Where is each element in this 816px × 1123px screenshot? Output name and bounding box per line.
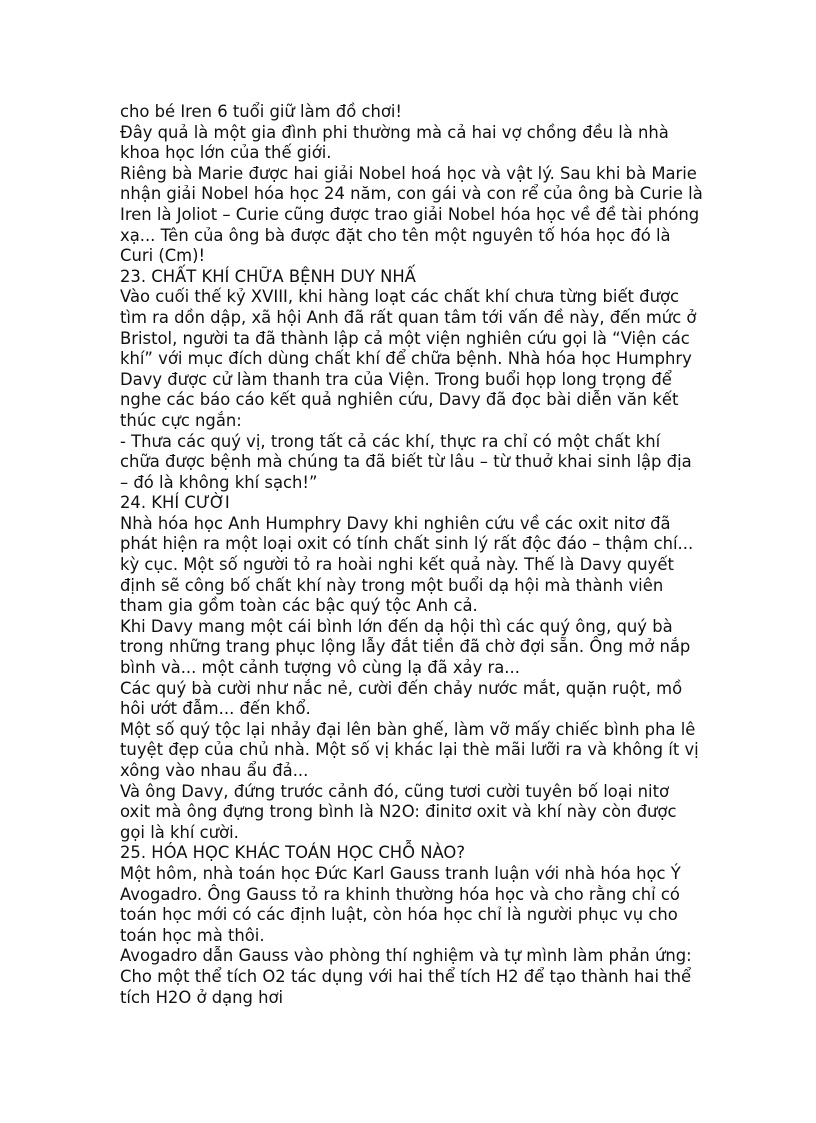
text-line: chữa được bệnh mà chúng ta đã biết từ lâu – từ thuở khai sinh lập địa — [120, 452, 692, 472]
text-line: khoa học lớn của thế giới. — [120, 143, 332, 163]
document-page — [120, 102, 710, 1008]
section-heading-23: 23. CHẤT KHÍ CHỮA BỆNH DUY NHẤ — [120, 266, 416, 286]
text-line: tuyệt đẹp của chủ nhà. Một số vị khác lại thè mãi lưỡi ra và không ít vị — [120, 740, 699, 760]
text-line: xông vào nhau ẩu đả... — [120, 761, 309, 780]
text-line: Các quý bà cười như nắc nẻ, cười đến chảy nước mắt, quặn ruột, mồ — [120, 678, 683, 698]
text-line: thúc cực ngắn: — [120, 410, 242, 430]
text-line: Và ông Davy, đứng trước cảnh đó, cũng tươi cười tuyên bố loại nitơ — [120, 781, 670, 801]
text-line: bình và... một cảnh tượng vô cùng lạ đã xảy ra... — [120, 658, 520, 678]
text-line: phát hiện ra một loại oxit có tính chất sinh lý rất độc đáo – thậm chí... — [120, 534, 694, 554]
text-line: trong những trang phục lộng lẫy đắt tiền đã chờ đợi sẵn. Ông mở nắp — [120, 637, 691, 657]
text-line: Khi Davy mang một cái bình lớn đến dạ hội thì các quý ông, quý bà — [120, 616, 673, 636]
text-line: Avogadro dẫn Gauss vào phòng thí nghiệm và tự mình làm phản ứng: — [120, 946, 692, 966]
text-line: Vào cuối thế kỷ XVIII, khi hàng loạt các chất khí chưa từng biết được — [120, 287, 680, 307]
text-line: oxit mà ông đựng trong bình là N2O: đinitơ oxit và khí này còn được — [120, 802, 677, 822]
text-line: Curi (Cm)! — [120, 246, 206, 266]
text-line: khí” với mục đích dùng chất khí để chữa bệnh. Nhà hóa học Humphry — [120, 349, 692, 369]
text-line: Bristol, người ta đã thành lập cả một viện nghiên cứu gọi là “Viện các — [120, 328, 690, 348]
text-line: - Thưa các quý vị, trong tất cả các khí, thực ra chỉ có một chất khí — [120, 431, 661, 451]
text-line: Avogadro. Ông Gauss tỏ ra khinh thường hóa học và cho rằng chỉ có — [120, 884, 680, 904]
text-line: Davy được cử làm thanh tra của Viện. Trong buổi họp long trọng để — [120, 369, 672, 389]
text-line: xạ... Tên của ông bà được đặt cho tên một nguyên tố hóa học đó là — [120, 225, 671, 245]
text-line: Một số quý tộc lại nhảy đại lên bàn ghế, làm vỡ mấy chiếc bình pha lê — [120, 719, 696, 739]
text-line: toán học mà thôi. — [120, 925, 265, 945]
text-line: toán học mới có các định luật, còn hóa học chỉ là người phục vụ cho — [120, 905, 678, 925]
text-line: kỳ cục. Một số người tỏ ra hoài nghi kết quả này. Thế là Davy quyết — [120, 555, 674, 575]
text-line: hôi ướt đẫm... đến khổ. — [120, 699, 311, 719]
text-line: định sẽ công bố chất khí này trong một buổi dạ hội mà thành viên — [120, 575, 664, 595]
text-line: Một hôm, nhà toán học Đức Karl Gauss tranh luận với nhà hóa học Ý — [120, 863, 681, 883]
text-line: – đó là không khí sạch!” — [120, 472, 318, 492]
text-line: nhận giải Nobel hóa học 24 năm, con gái và con rể của ông bà Curie là — [120, 184, 703, 204]
section-heading-25: 25. HÓA HỌC KHÁC TOÁN HỌC CHỖ NÀO? — [120, 843, 466, 863]
text-line: Cho một thể tích O2 tác dụng với hai thể tích H2 để tạo thành hai thể — [120, 966, 692, 986]
text-line: Nhà hóa học Anh Humphry Davy khi nghiên cứu về các oxit nitơ đã — [120, 513, 671, 533]
section-heading-24: 24. KHÍ CƯỜI — [120, 493, 230, 513]
text-line: Iren là Joliot – Curie cũng được trao giải Nobel hóa học về đề tài phóng — [120, 204, 700, 224]
text-line: tìm ra dồn dập, xã hội Anh đã rất quan tâm tới vấn đề này, đến mức ở — [120, 307, 697, 327]
text-line: Đây quả là một gia đình phi thường mà cả hai vợ chồng đều là nhà — [120, 122, 669, 142]
text-line: gọi là khí cười. — [120, 822, 239, 842]
text-line: Riêng bà Marie được hai giải Nobel hoá học và vật lý. Sau khi bà Marie — [120, 163, 697, 183]
text-line: tham gia gồm toàn các bậc quý tộc Anh cả. — [120, 596, 478, 616]
text-line: tích H2O ở dạng hơi — [120, 987, 284, 1007]
text-line: nghe các báo cáo kết quả nghiên cứu, Davy đã đọc bài diễn văn kết — [120, 390, 679, 410]
text-line: cho bé Iren 6 tuổi giữ làm đồ chơi! — [120, 102, 403, 121]
